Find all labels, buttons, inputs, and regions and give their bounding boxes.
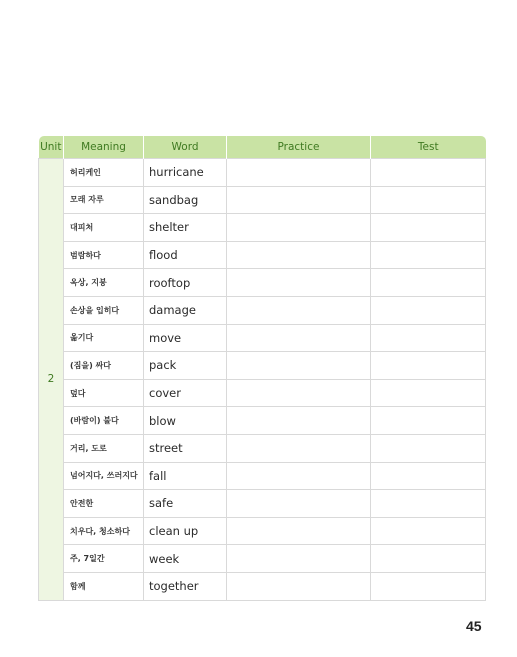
table-row (39, 572, 486, 600)
word-cell: clean up (144, 517, 227, 545)
word-cell: fall (144, 462, 227, 490)
table-row (39, 379, 486, 407)
test-cell[interactable] (371, 241, 486, 269)
test-cell[interactable] (371, 379, 486, 407)
table-row (39, 462, 486, 490)
practice-cell[interactable] (227, 407, 371, 435)
meaning-cell: 범람하다 (64, 241, 144, 269)
meaning-cell: 거리, 도로 (64, 434, 144, 462)
table-row (39, 490, 486, 518)
table-row (39, 269, 486, 297)
header-word: Word (144, 136, 227, 159)
test-cell[interactable] (371, 186, 486, 214)
word-cell: cover (144, 379, 227, 407)
meaning-cell: 주, 7일간 (64, 545, 144, 573)
word-cell: hurricane (144, 159, 227, 187)
meaning-cell: 옮기다 (64, 324, 144, 352)
meaning-cell: (짐을) 싸다 (64, 352, 144, 380)
table-row (39, 159, 486, 187)
header-test: Test (371, 136, 486, 159)
word-cell: shelter (144, 214, 227, 242)
header-unit: Unit (39, 136, 64, 159)
test-cell[interactable] (371, 269, 486, 297)
meaning-cell: 덮다 (64, 379, 144, 407)
meaning-cell: 함께 (64, 572, 144, 600)
test-cell[interactable] (371, 545, 486, 573)
table-row (39, 434, 486, 462)
word-cell: flood (144, 241, 227, 269)
practice-cell[interactable] (227, 214, 371, 242)
table-row (39, 241, 486, 269)
practice-cell[interactable] (227, 352, 371, 380)
meaning-cell: 허리케인 (64, 159, 144, 187)
meaning-cell: 손상을 입히다 (64, 296, 144, 324)
table-row (39, 214, 486, 242)
meaning-cell: (바람이) 불다 (64, 407, 144, 435)
practice-cell[interactable] (227, 269, 371, 297)
header-row (39, 136, 486, 159)
test-cell[interactable] (371, 434, 486, 462)
table-body (39, 159, 486, 601)
practice-cell[interactable] (227, 159, 371, 187)
table-row (39, 324, 486, 352)
word-cell: week (144, 545, 227, 573)
page-number: 45 (466, 618, 482, 634)
practice-cell[interactable] (227, 572, 371, 600)
practice-cell[interactable] (227, 545, 371, 573)
practice-cell[interactable] (227, 490, 371, 518)
practice-cell[interactable] (227, 434, 371, 462)
practice-cell[interactable] (227, 296, 371, 324)
practice-cell[interactable] (227, 379, 371, 407)
test-cell[interactable] (371, 462, 486, 490)
table-row (39, 352, 486, 380)
word-cell: together (144, 572, 227, 600)
meaning-cell: 대피처 (64, 214, 144, 242)
meaning-cell: 넘어지다, 쓰러지다 (64, 462, 144, 490)
meaning-cell: 옥상, 지붕 (64, 269, 144, 297)
test-cell[interactable] (371, 214, 486, 242)
word-cell: safe (144, 490, 227, 518)
vocabulary-table (38, 136, 486, 601)
test-cell[interactable] (371, 490, 486, 518)
test-cell[interactable] (371, 407, 486, 435)
practice-cell[interactable] (227, 462, 371, 490)
test-cell[interactable] (371, 296, 486, 324)
word-cell: rooftop (144, 269, 227, 297)
word-cell: damage (144, 296, 227, 324)
test-cell[interactable] (371, 352, 486, 380)
practice-cell[interactable] (227, 186, 371, 214)
unit-number: 2 (39, 159, 64, 601)
test-cell[interactable] (371, 572, 486, 600)
table-row (39, 517, 486, 545)
meaning-cell: 치우다, 청소하다 (64, 517, 144, 545)
meaning-cell: 모래 자루 (64, 186, 144, 214)
table-row (39, 545, 486, 573)
table-row (39, 186, 486, 214)
practice-cell[interactable] (227, 241, 371, 269)
word-cell: blow (144, 407, 227, 435)
test-cell[interactable] (371, 159, 486, 187)
test-cell[interactable] (371, 324, 486, 352)
table-row (39, 407, 486, 435)
meaning-cell: 안전한 (64, 490, 144, 518)
table-row (39, 296, 486, 324)
word-cell: pack (144, 352, 227, 380)
practice-cell[interactable] (227, 517, 371, 545)
header-meaning: Meaning (64, 136, 144, 159)
practice-cell[interactable] (227, 324, 371, 352)
header-practice: Practice (227, 136, 371, 159)
word-cell: move (144, 324, 227, 352)
test-cell[interactable] (371, 517, 486, 545)
word-cell: sandbag (144, 186, 227, 214)
word-cell: street (144, 434, 227, 462)
